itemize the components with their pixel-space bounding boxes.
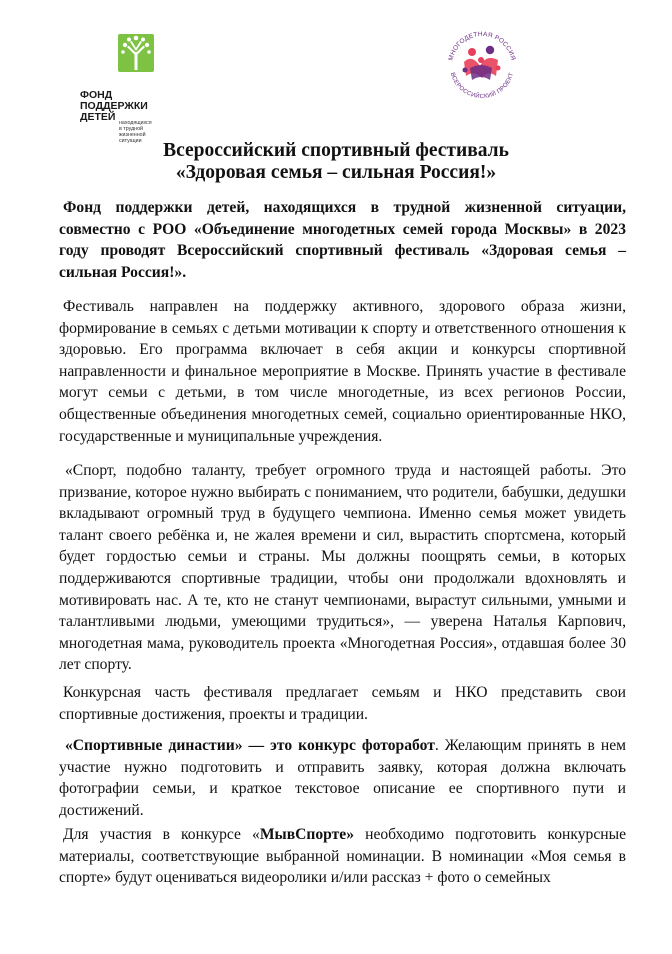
paragraph-quote: «Спорт, подобно таланту, требует огромного труда и настоящей работы. Это призвание, которое нужно выбирать с пониманием, что родители, бабушки, дедушки вкладывают огромный труд в будущего чемпиона. Именно семья может увидеть талант своего ребёнка и, не жалея времени и сил, вырастить спортсмена, который будет гордостью семьи и страны. Мы должны поощрять семьи, в которых поддерживаются спортивные традиции, чтобы они продолжали вдохновлять и мотивировать нас. А те, кто не станут чемпионами, вырастут сильными, умными и талантливыми людьми, умеющими трудиться», — уверена Наталья Карпович, многодетная мама, руководитель проекта «Многодетная Россия», отдавшая более 30 лет спорту.: [59, 462, 626, 674]
fund-logo-line: ПОДДЕРЖКИ: [80, 100, 148, 112]
fund-logo-line: ДЕТЕЙ: [80, 111, 116, 123]
svg-text:МНОГОДЕТНАЯ РОССИЯ: [447, 31, 516, 61]
logo-arc-top-text: МНОГОДЕТНАЯ РОССИЯ: [447, 30, 517, 62]
document-title-line-1: Всероссийский спортивный фестиваль: [163, 140, 509, 161]
logo-arc-bottom-text: ВСЕРОССИЙСКИЙ ПРОЕКТ: [448, 71, 516, 101]
paragraph-myvsporte: [59, 824, 626, 889]
fund-logo-small-line: находящихся: [119, 120, 152, 126]
myvsporte-bold: МывСпорте»: [259, 826, 355, 843]
myvsporte-text: необходимо подготовить конкурсные материалы, соответствующие выбранной номинации. В номинации «Моя семья в спорте» будут оцениваться видеоролики и/или рассказ + фото о семейных: [59, 826, 626, 887]
tree-hands-icon: [118, 34, 154, 72]
intro-paragraph: Фонд поддержки детей, находящихся в трудной жизненной ситуации, совместно с РОО «Объединение многодетных семей города Москвы» в 2023 году проводят Всероссийский спортивный фестиваль «Здоровая семья – сильная Россия!».: [59, 199, 626, 281]
paragraph-contest-part: Конкурсная часть фестиваля предлагает семьям и НКО представить свои спортивные достижения, проекты и традиции.: [59, 684, 626, 723]
fund-logo-line: ФОНД: [80, 89, 113, 101]
paragraph-festival-goals: Фестиваль направлен на поддержку активного, здорового образа жизни, формирование в семьях с детьми мотивации к спорту и ответственного отношения к здоровью. Его программа включает в себя акции и конкурсы спортивной направленности и финальное мероприятие в Москве. Принять участие в фестивале могут семьи с детьми, в том числе многодетные, из всех регионов России, общественные объединения многодетных семей, социально ориентированные НКО, государственные и муниципальные учреждения.: [59, 298, 626, 445]
myvsporte-pre: Для участия в конкурсе «: [63, 826, 260, 843]
fund-logo-wordmark: [80, 90, 148, 123]
fund-logo-small-line: ситуации: [119, 138, 142, 144]
fund-logo-small-line: жизненной: [119, 132, 146, 138]
sport-dynasties-bold: «Спортивные династии» — это конкурс фоторабот: [65, 737, 435, 754]
paragraph-sport-dynasties: [59, 735, 626, 821]
family-figures-icon: [463, 46, 501, 80]
fund-logo: [78, 34, 168, 144]
sport-dynasties-text: . Желающим принять в нем участие нужно подготовить и отправить заявку, которая должна включать фотографии семьи, и краткое текстовое описание ее спортивного пути и достижений.: [59, 737, 626, 819]
document-title-line-2: «Здоровая семья – сильная Россия!»: [175, 162, 497, 183]
fund-logo-small-line: в трудной: [119, 126, 143, 132]
mnogodetnaya-rossiya-logo: [440, 22, 524, 106]
